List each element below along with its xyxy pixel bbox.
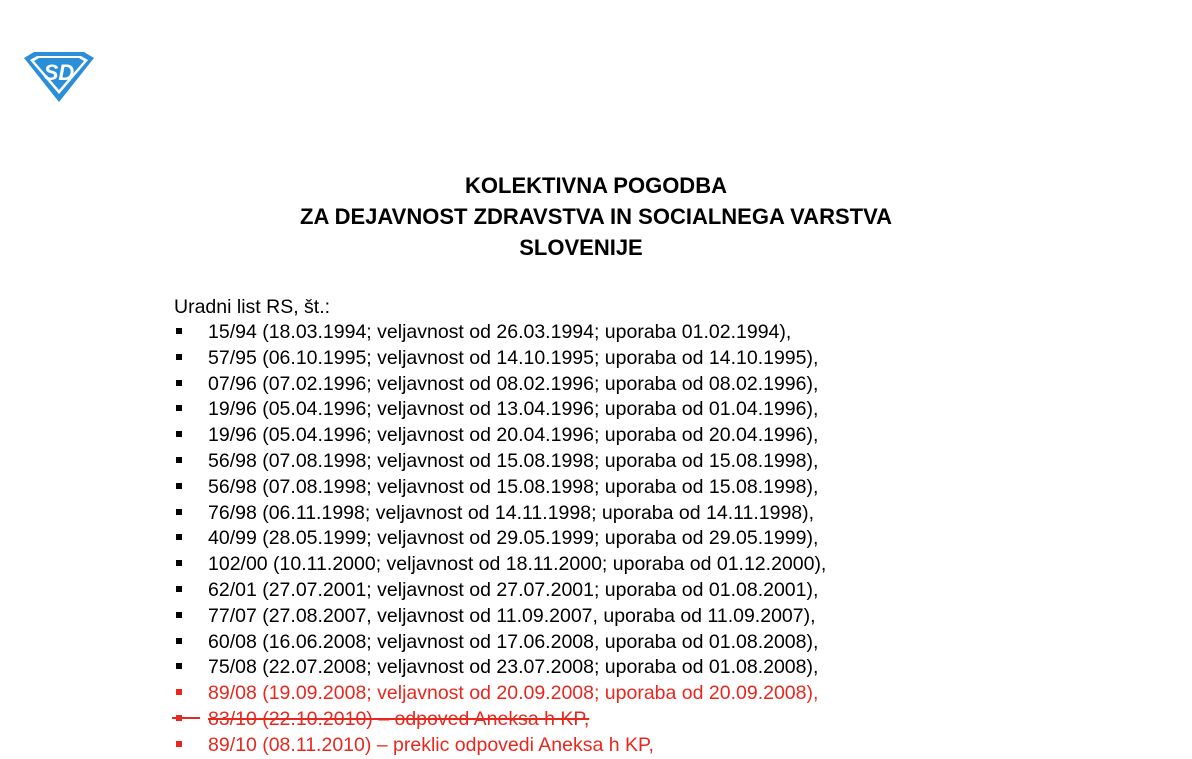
square-bullet-icon [176, 560, 182, 566]
title-line-1: KOLEKTIVNA POGODBA [465, 173, 727, 198]
entry-text: 76/98 (06.11.1998; veljavnost od 14.11.1998; uporaba od 14.11.1998), [208, 501, 815, 524]
square-bullet-icon [176, 354, 182, 360]
list-item [174, 681, 819, 707]
list-item [174, 604, 816, 630]
entry-text: 77/07 (27.08.2007, veljavnost od 11.09.2007, uporaba od 11.09.2007), [208, 604, 816, 627]
gazette-references [174, 294, 827, 759]
entry-text: 19/96 (05.04.1996; veljavnost od 20.04.1996; uporaba od 20.04.1996), [208, 424, 819, 447]
square-bullet-icon [176, 689, 182, 695]
list-item [174, 578, 819, 604]
svg-text:SD: SD [43, 60, 75, 85]
entry-text: 15/94 (18.03.1994; veljavnost od 26.03.1994; uporaba 01.02.1994), [208, 321, 792, 343]
square-bullet-icon [176, 586, 182, 592]
title-line-2: ZA DEJAVNOST ZDRAVSTVA IN SOCIALNEGA VARSTVA [300, 204, 892, 229]
list-item [174, 630, 819, 656]
list-item [174, 320, 792, 346]
list-item [174, 397, 819, 423]
list-item [174, 449, 819, 475]
square-bullet-icon [176, 457, 182, 463]
entry-text: 75/08 (22.07.2008; veljavnost od 23.07.2008; uporaba od 01.08.2008), [208, 656, 819, 679]
entry-text: 56/98 (07.08.1998; veljavnost od 15.08.1998; uporaba od 15.08.1998), [208, 449, 819, 472]
square-bullet-icon [176, 509, 182, 515]
entry-text: 102/00 (10.11.2000; veljavnost od 18.11.2000; uporaba od 01.12.2000), [208, 553, 827, 576]
document-title [0, 170, 1192, 263]
entry-text: 19/96 (05.04.1996; veljavnost od 13.04.1996; uporaba od 01.04.1996), [208, 398, 819, 421]
list-item [174, 423, 819, 449]
entry-text: 89/10 (08.11.2010) – preklic odpovedi Aneksa h KP, [208, 733, 654, 756]
intro-text: Uradni list RS, št.: [174, 296, 331, 318]
list-item [174, 655, 819, 681]
entry-text: 62/01 (27.07.2001; veljavnost od 27.07.2001; uporaba od 01.08.2001), [208, 578, 819, 601]
square-bullet-icon [176, 638, 182, 644]
square-bullet-icon [176, 715, 182, 721]
list-item [174, 501, 815, 527]
square-bullet-icon [176, 328, 182, 334]
list-item [174, 733, 654, 759]
square-bullet-icon [176, 483, 182, 489]
list-item [174, 475, 819, 501]
list-item [174, 372, 819, 398]
square-bullet-icon [176, 612, 182, 618]
sd-shield-logo-icon [22, 50, 96, 104]
list-item [174, 526, 819, 552]
entry-text: 56/98 (07.08.1998; veljavnost od 15.08.1998; uporaba od 15.08.1998), [208, 475, 819, 498]
entry-text: 83/10 (22.10.2010) – odpoved Aneksa h KP, [208, 707, 590, 730]
square-bullet-icon [176, 663, 182, 669]
entry-text: 60/08 (16.06.2008; veljavnost od 17.06.2008, uporaba od 01.08.2008), [208, 630, 819, 653]
square-bullet-icon [176, 380, 182, 386]
title-line-3: SLOVENIJE [519, 235, 643, 260]
list-item [174, 346, 819, 372]
entry-text: 40/99 (28.05.1999; veljavnost od 29.05.1999; uporaba od 29.05.1999), [208, 527, 819, 550]
entry-text: 89/08 (19.09.2008; veljavnost od 20.09.2008; uporaba od 20.09.2008), [208, 682, 819, 705]
entry-text: 57/95 (06.10.1995; veljavnost od 14.10.1995; uporaba od 14.10.1995), [208, 346, 819, 369]
entries-list [174, 320, 827, 759]
square-bullet-icon [176, 405, 182, 411]
square-bullet-icon [176, 431, 182, 437]
entry-text: 07/96 (07.02.1996; veljavnost od 08.02.1996; uporaba od 08.02.1996), [208, 372, 819, 395]
list-item [174, 552, 827, 578]
square-bullet-icon [176, 741, 182, 747]
square-bullet-icon [176, 534, 182, 540]
list-item [174, 707, 590, 733]
